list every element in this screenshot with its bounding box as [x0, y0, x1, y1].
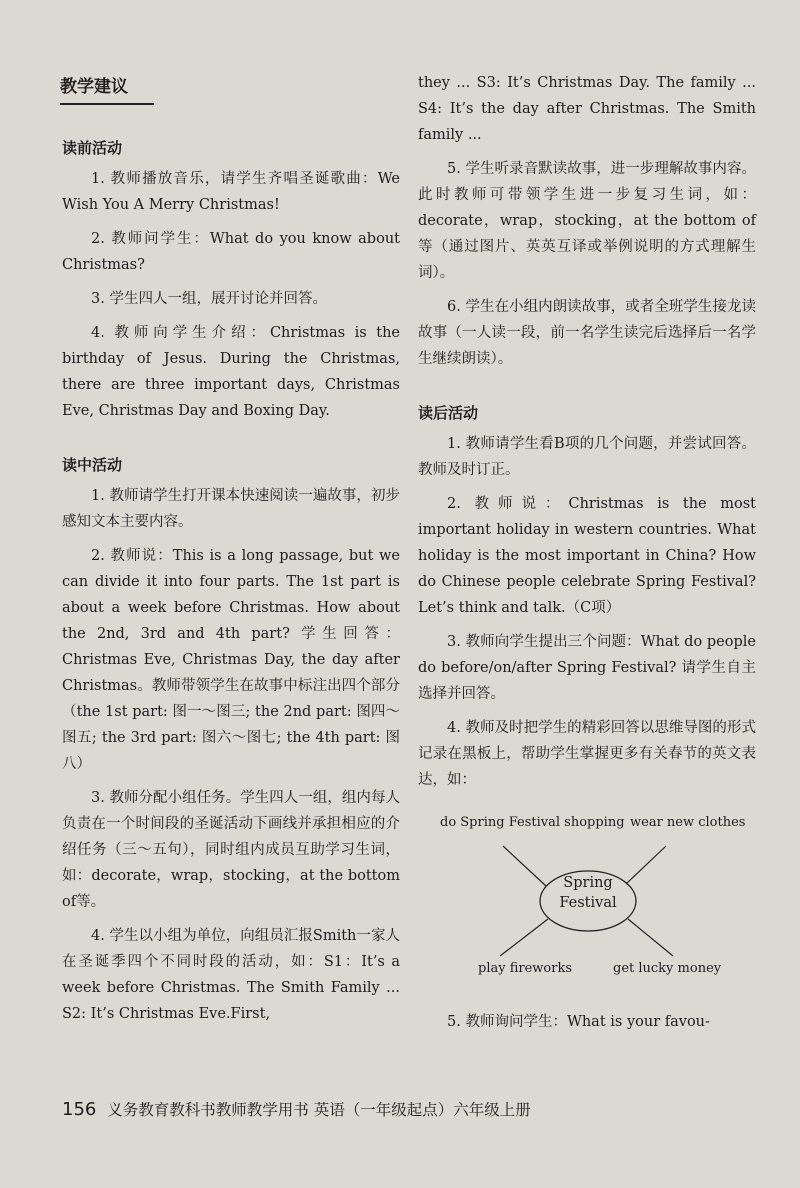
left-column — [62, 70, 400, 1027]
mind-map-bottom-right: get lucky money — [613, 961, 722, 976]
while-reading-step-6: 6. 学生在小组内朗读故事，或者全班学生接龙读故事（一人读一段，前一名学生读完后选择后一名学生继续朗读）。 — [418, 299, 756, 367]
while-reading-step-2: 2. 教师说：This is a long passage, but we can divide it into four parts. The 1st part is about a week before Christmas. How about the 2nd, 3rd and 4th part? 学生回答：Christmas Eve, Christmas Day, the day after Christmas。教师带领学生在故事中标注出四个部分（the 1st part: 图一～图三; the 2nd part: 图四～图五; the 3rd part: 图六～图七; the 4th part: 图八） — [62, 548, 400, 772]
mind-map-center — [540, 875, 636, 911]
mind-map-top-right: wear new clothes — [630, 815, 746, 830]
pre-reading-step-3: 3. 学生四人一组，展开讨论并回答。 — [91, 291, 327, 307]
mind-map-bottom-left: play fireworks — [478, 961, 573, 976]
spring-festival-mind-map — [418, 811, 756, 991]
pre-reading-step-1: 1. 教师播放音乐，请学生齐唱圣诞歌曲：We Wish You A Merry Christmas! — [62, 171, 400, 213]
branch-bottom-left — [500, 919, 548, 956]
post-reading-step-3: 3. 教师向学生提出三个问题：What do people do before/on/after Spring Festival? 请学生自主选择并回答。 — [418, 634, 756, 702]
post-reading-step-4: 4. 教师及时把学生的精彩回答以思维导图的形式记录在黑板上，帮助学生掌握更多有关春节的英文表达，如： — [418, 720, 756, 788]
post-reading-heading: 读后活动 — [418, 404, 479, 422]
mind-map-center-line-2: Festival — [559, 895, 617, 911]
page-footer — [62, 1098, 531, 1120]
while-reading-step-5: 5. 学生听录音默读故事，进一步理解故事内容。此时教师可带领学生进一步复习生词，如：decorate，wrap，stocking，at the bottom of等（通过图片、英英互译或举例说明的方式理解生词）。 — [418, 161, 756, 281]
continued-text: they ... S3: It’s Christmas Day. The family ... S4: It’s the day after Christmas. The Smith family ... — [418, 75, 756, 143]
post-reading-step-2: 2. 教师说：Christmas is the most important holiday in western countries. What holiday is the most important in China? How do Chinese people celebrate Spring Festival? Let’s think and talk.（C项） — [418, 496, 756, 616]
while-reading-step-1: 1. 教师请学生打开课本快速阅读一遍故事，初步感知文本主要内容。 — [62, 488, 400, 530]
book-title: 义务教育教科书教师教学用书 英语（一年级起点）六年级上册 — [107, 1101, 531, 1119]
while-reading-step-3: 3. 教师分配小组任务。学生四人一组，组内每人负责在一个时间段的圣诞活动下画线并承担相应的介绍任务（三～五句），同时组内成员互助学习生词，如：decorate，wrap，stocking，at the bottom of等。 — [62, 790, 400, 910]
mind-map-top-left: do Spring Festival shopping — [440, 815, 625, 830]
page-title: 教学建议 — [60, 70, 154, 105]
post-reading-step-5: 5. 教师询问学生：What is your favou- — [447, 1014, 710, 1030]
pre-reading-heading: 读前活动 — [62, 139, 123, 157]
mind-map-center-line-1: Spring — [563, 875, 613, 891]
page-number: 156 — [62, 1099, 97, 1120]
pre-reading-step-4: 4. 教师向学生介绍：Christmas is the birthday of Jesus. During the Christmas, there are three important days, Christmas Eve, Christmas Day and Boxing Day. — [62, 325, 400, 419]
pre-reading-step-2: 2. 教师问学生：What do you know about Christmas? — [62, 231, 400, 273]
branch-bottom-right — [628, 919, 673, 956]
post-reading-step-1: 1. 教师请学生看B项的几个问题，并尝试回答。教师及时订正。 — [418, 436, 756, 478]
while-reading-step-4: 4. 学生以小组为单位，向组员汇报Smith一家人在圣诞季四个不同时段的活动，如：S1：It’s a week before Christmas. The Smith Family ... S2: It’s Christmas Eve.First, — [62, 928, 400, 1022]
while-reading-heading: 读中活动 — [62, 456, 123, 474]
right-column — [418, 70, 756, 1035]
